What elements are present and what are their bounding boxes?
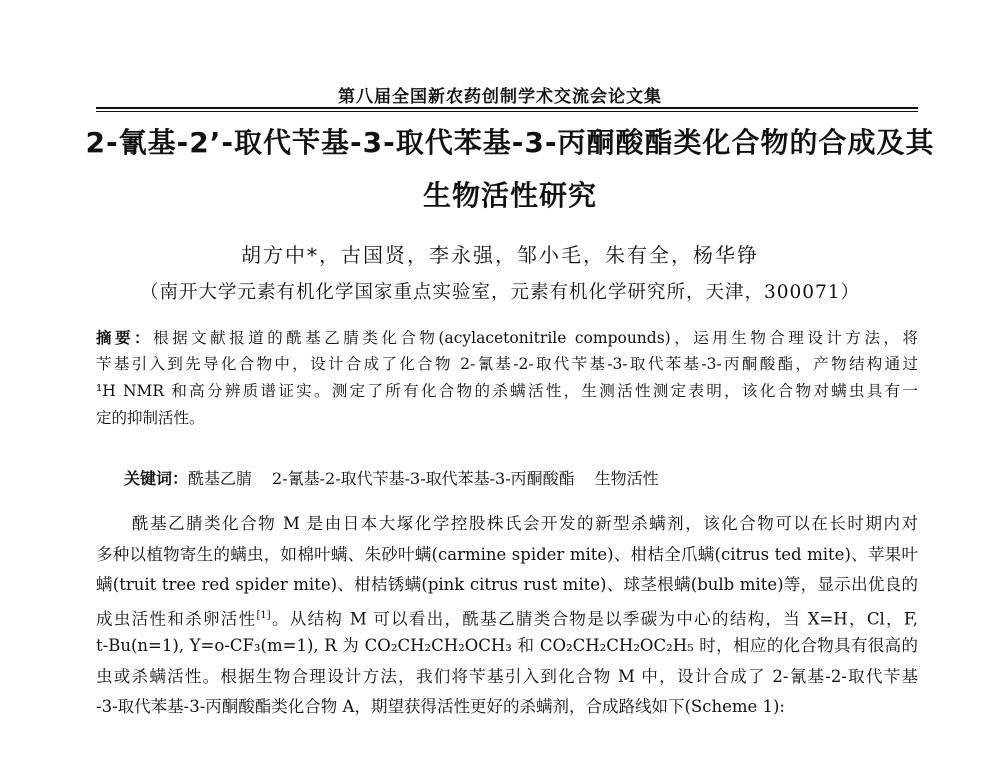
running-header: 第八届全国新农药创制学术交流会论文集 xyxy=(338,87,662,107)
citation: [1] xyxy=(256,609,271,621)
abstract xyxy=(96,324,918,432)
authors: 胡方中*，古国贤，李永强，邹小毛，朱有全，杨华铮 xyxy=(241,243,759,267)
body-line: -3-取代苯基-3-丙酮酸酯类化合物 A，期望获得活性更好的杀螨剂，合成路线如下(Scheme 1): xyxy=(96,697,785,716)
paper-title-line-2: 生物活性研究 xyxy=(422,179,597,212)
body-line: 成虫活性和杀卵活性[1]。从结构 M 可以看出，酰基乙腈类合物是以季碳为中心的结构，当 X=H，Cl，F, xyxy=(96,609,918,628)
keyword: 生物活性 xyxy=(594,469,659,488)
body-line: t-Bu(n=1), Y=o-CF₃(m=1), R 为 CO₂CH₂CH₂OCH₃ 和 CO₂CH₂CH₂OC₂H₅ 时，相应的化合物具有很高的 xyxy=(96,636,918,655)
keywords-label: 关键词： xyxy=(124,469,189,488)
abstract-line-3: ¹H NMR 和高分辨质谱证实。测定了所有化合物的杀螨活性，生测活性测定表明，该化合物对螨虫具有一 xyxy=(96,382,918,400)
header-rule xyxy=(96,107,918,109)
abstract-line-1: 摘要：根据文献报道的酰基乙腈类化合物(acylacetonitrile compounds)，运用生物合理设计方法，将 xyxy=(96,328,918,347)
keywords xyxy=(124,466,659,489)
body-line: 多种以植物寄生的螨虫，如棉叶螨、朱砂叶螨(carmine spider mite)、柑桔全爪螨(citrus ted mite)、苹果叶 xyxy=(96,544,918,564)
abstract-label: 摘要： xyxy=(96,328,154,347)
affiliation: （南开大学元素有机化学国家重点实验室，元素有机化学研究所，天津，300071） xyxy=(139,282,861,303)
abstract-line-2: 苄基引入到先导化合物中，设计合成了化合物 2-氰基-2-取代苄基-3-取代苯基-3-丙酮酸酯，产物结构通过 xyxy=(96,355,918,373)
keyword: 酰基乙腈 xyxy=(188,469,253,488)
header-rule-thin xyxy=(96,111,918,112)
paper-title-line-1: 2-氰基-2’-取代苄基-3-取代苯基-3-丙酮酸酯类化合物的合成及其 xyxy=(85,126,935,159)
keyword: 2-氰基-2-取代苄基-3-取代苯基-3-丙酮酸酯 xyxy=(272,469,575,488)
abstract-line-4: 定的抑制活性。 xyxy=(96,409,205,427)
body-line: 虫或杀螨活性。根据生物合理设计方法，我们将苄基引入到化合物 M 中，设计合成了 2-氰基-2-取代苄基 xyxy=(96,666,918,686)
body-line: 螨(truit tree red spider mite)、柑桔锈螨(pink citrus rust mite)、球茎根螨(bulb mite)等，显示出优良的 xyxy=(96,575,918,594)
body-paragraph xyxy=(96,509,918,723)
body-line: 酰基乙腈类化合物 M 是由日本大塚化学控股株氏会开发的新型杀螨剂，该化合物可以在长时期内对 xyxy=(96,514,918,533)
